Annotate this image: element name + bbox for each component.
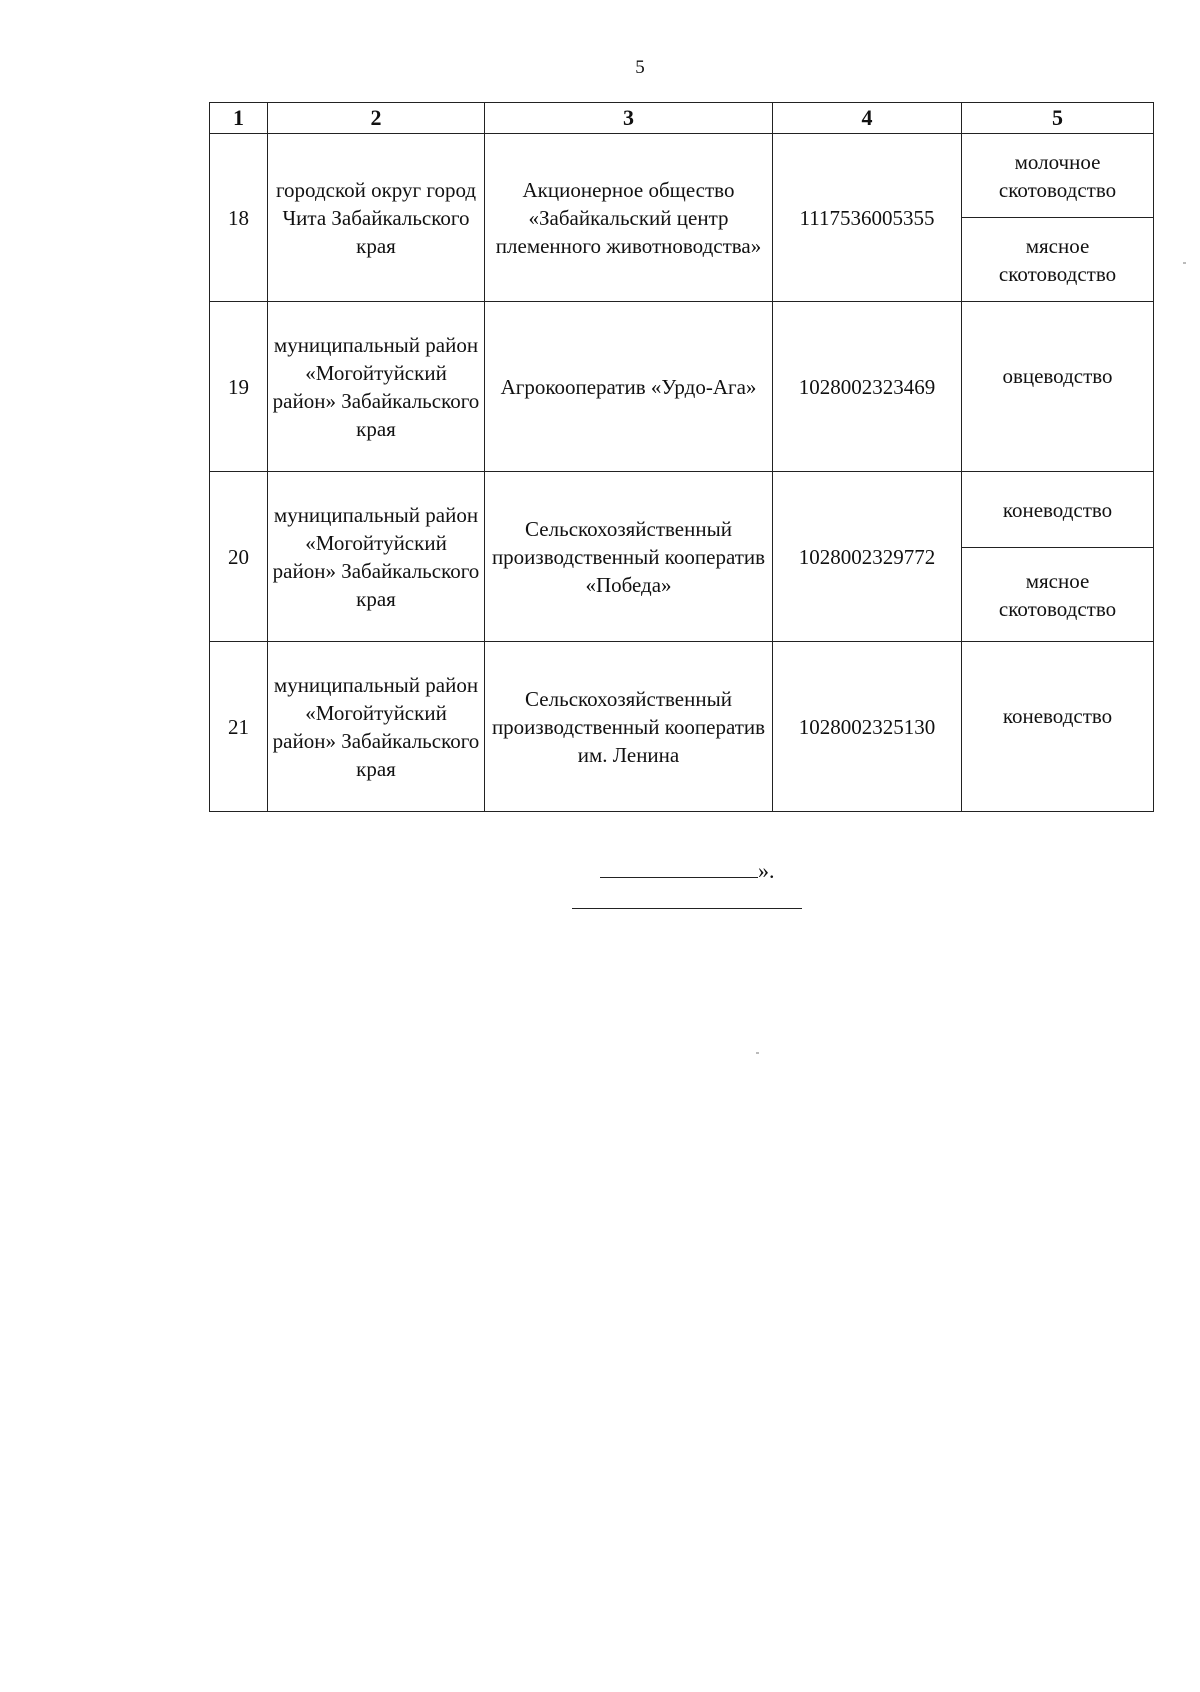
scan-speck (1183, 262, 1186, 264)
header-col-4: 4 (773, 103, 962, 134)
municipality-cell: муниципальный район «Могойтуйский район» Забайкальского края (268, 642, 485, 812)
ogrn-cell: 1117536005355 (773, 134, 962, 302)
row-number: 21 (210, 642, 268, 812)
breeding-organizations-table (209, 102, 1154, 812)
page-number: 5 (635, 57, 645, 78)
table-row (210, 134, 1154, 218)
municipality-cell: муниципальный район «Могойтуйский район» Забайкальского края (268, 472, 485, 642)
table-row (210, 472, 1154, 548)
blank-underline (600, 863, 758, 878)
row-number: 20 (210, 472, 268, 642)
activity-cell: мясное скотоводство (962, 548, 1154, 642)
header-col-2: 2 (268, 103, 485, 134)
closing-quote-line (600, 858, 775, 884)
organization-cell: Агрокооператив «Урдо-Ага» (485, 302, 773, 472)
activity-cell: овцеводство (962, 302, 1154, 472)
closing-quote-mark: ». (758, 858, 775, 883)
ogrn-cell: 1028002329772 (773, 472, 962, 642)
header-col-1: 1 (210, 103, 268, 134)
header-col-3: 3 (485, 103, 773, 134)
organization-cell: Сельскохозяйственный производственный кооператив «Победа» (485, 472, 773, 642)
row-number: 19 (210, 302, 268, 472)
activity-cell: коневодство (962, 642, 1154, 812)
municipality-cell: муниципальный район «Могойтуйский район» Забайкальского края (268, 302, 485, 472)
table-header-row (210, 103, 1154, 134)
organization-cell: Сельскохозяйственный производственный кооператив им. Ленина (485, 642, 773, 812)
row-number: 18 (210, 134, 268, 302)
ogrn-cell: 1028002325130 (773, 642, 962, 812)
table-row (210, 642, 1154, 812)
activity-cell: коневодство (962, 472, 1154, 548)
end-of-document-rule (572, 908, 802, 909)
scan-speck (756, 1052, 759, 1054)
municipality-cell: городской округ город Чита Забайкальского края (268, 134, 485, 302)
organization-cell: Акционерное общество «Забайкальский центр племенного животноводства» (485, 134, 773, 302)
table-row (210, 302, 1154, 472)
activity-cell: молочное скотоводство (962, 134, 1154, 218)
activity-cell: мясное скотоводство (962, 218, 1154, 302)
ogrn-cell: 1028002323469 (773, 302, 962, 472)
header-col-5: 5 (962, 103, 1154, 134)
